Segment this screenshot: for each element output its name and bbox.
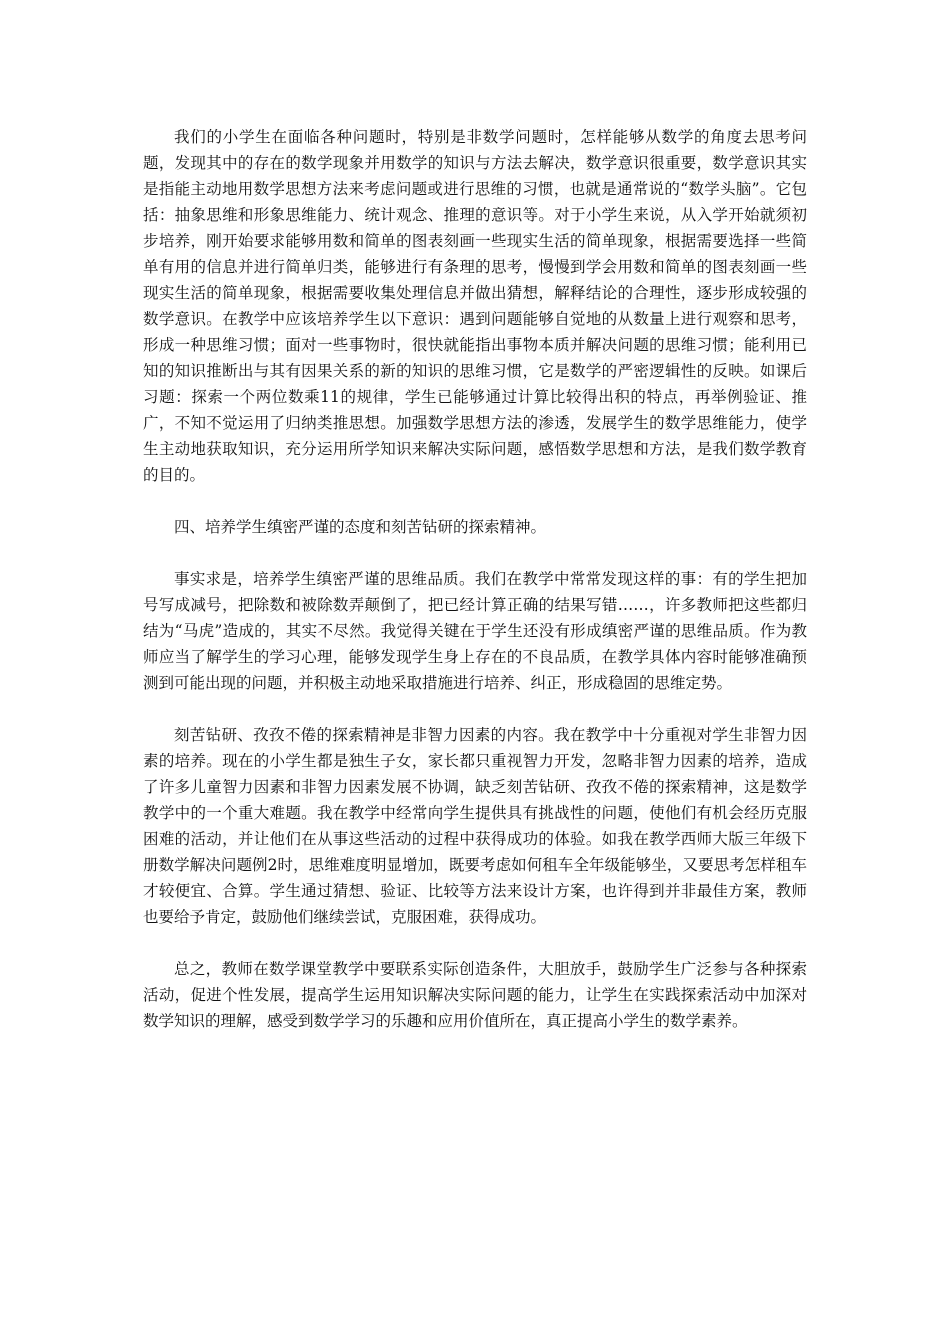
paragraph-math-awareness: 我们的小学生在面临各种问题时，特别是非数学问题时，怎样能够从数学的角度去思考问题，发现其中的存在的数学现象并用数学的知识与方法去解决，数学意识很重要，数学意识其实是指能主动地用数学思想方法来考虑问题或进行思维的习惯，也就是通常说的“数学头脑”。它包括：抽象思维和形象思维能力、统计观念、推理的意识等。对于小学生来说，从入学开始就须初步培养，刚开始要求能够用数和简单的图表刻画一些现实生活的简单现象，根据需要选择一些简单有用的信息并进行简单归类，能够进行有条理的思考，慢慢到学会用数和简单的图表刻画一些现实生活的简单现象，根据需要收集处理信息并做出猜想，解释结论的合理性，逐步形成较强的数学意识。在教学中应该培养学生以下意识：遇到问题能够自觉地的从数量上进行观察和思考，形成一种思维习惯；面对一些事物时，很快就能指出事物本质并解决问题的思维习惯；能利用已知的知识推断出与其有因果关系的新的知识的思维习惯，它是数学的严密逻辑性的反映。如课后习题：探索一个两位数乘11的规律，学生已能够通过计算比较得出积的特点，再举例验证、推广，不知不觉运用了归纳类推思想。加强数学思想方法的渗透，发展学生的数学思维能力，使学生主动地获取知识，充分运用所学知识来解决实际问题，感悟数学思想和方法，是我们数学教育的目的。 [143, 128, 807, 484]
section-heading-four: 四、培养学生缜密严谨的态度和刻苦钻研的探索精神。 [174, 518, 547, 536]
paragraph-exploration-spirit: 刻苦钻研、孜孜不倦的探索精神是非智力因素的内容。我在教学中十分重视对学生非智力因素的培养。现在的小学生都是独生子女，家长都只重视智力开发，忽略非智力因素的培养，造成了许多儿童智力因素和非智力因素发展不协调，缺乏刻苦钻研、孜孜不倦的探索精神，这是数学教学中的一个重大难题。我在教学中经常向学生提供具有挑战性的问题，使他们有机会经历克服困难的活动，并让他们在从事这些活动的过程中获得成功的体验。如我在教学西师大版三年级下册数学解决问题例2时，思维难度明显增加，既要考虑如何租车全年级能够坐，又要思考怎样租车才较便宜、合算。学生通过猜想、验证、比较等方法来设计方案，也许得到并非最佳方案，教师也要给予肯定，鼓励他们继续尝试，克服困难，获得成功。 [143, 726, 807, 926]
document-body [143, 124, 807, 1034]
paragraph-rigorous-thinking: 事实求是，培养学生缜密严谨的思维品质。我们在教学中常常发现这样的事：有的学生把加号写成减号，把除数和被除数弄颠倒了，把已经计算正确的结果写错……，许多教师把这些都归结为“马虎”造成的，其实不尽然。我觉得关键在于学生还没有形成缜密严谨的思维品质。作为教师应当了解学生的学习心理，能够发现学生身上存在的不良品质，在教学具体内容时能够准确预测到可能出现的问题，并积极主动地采取措施进行培养、纠正，形成稳固的思维定势。 [143, 570, 807, 692]
paragraph-conclusion: 总之，教师在数学课堂教学中要联系实际创造条件，大胆放手，鼓励学生广泛参与各种探索活动，促进个性发展，提高学生运用知识解决实际问题的能力，让学生在实践探索活动中加深对数学知识的理解，感受到数学学习的乐趣和应用价值所在，真正提高小学生的数学素养。 [143, 960, 807, 1030]
